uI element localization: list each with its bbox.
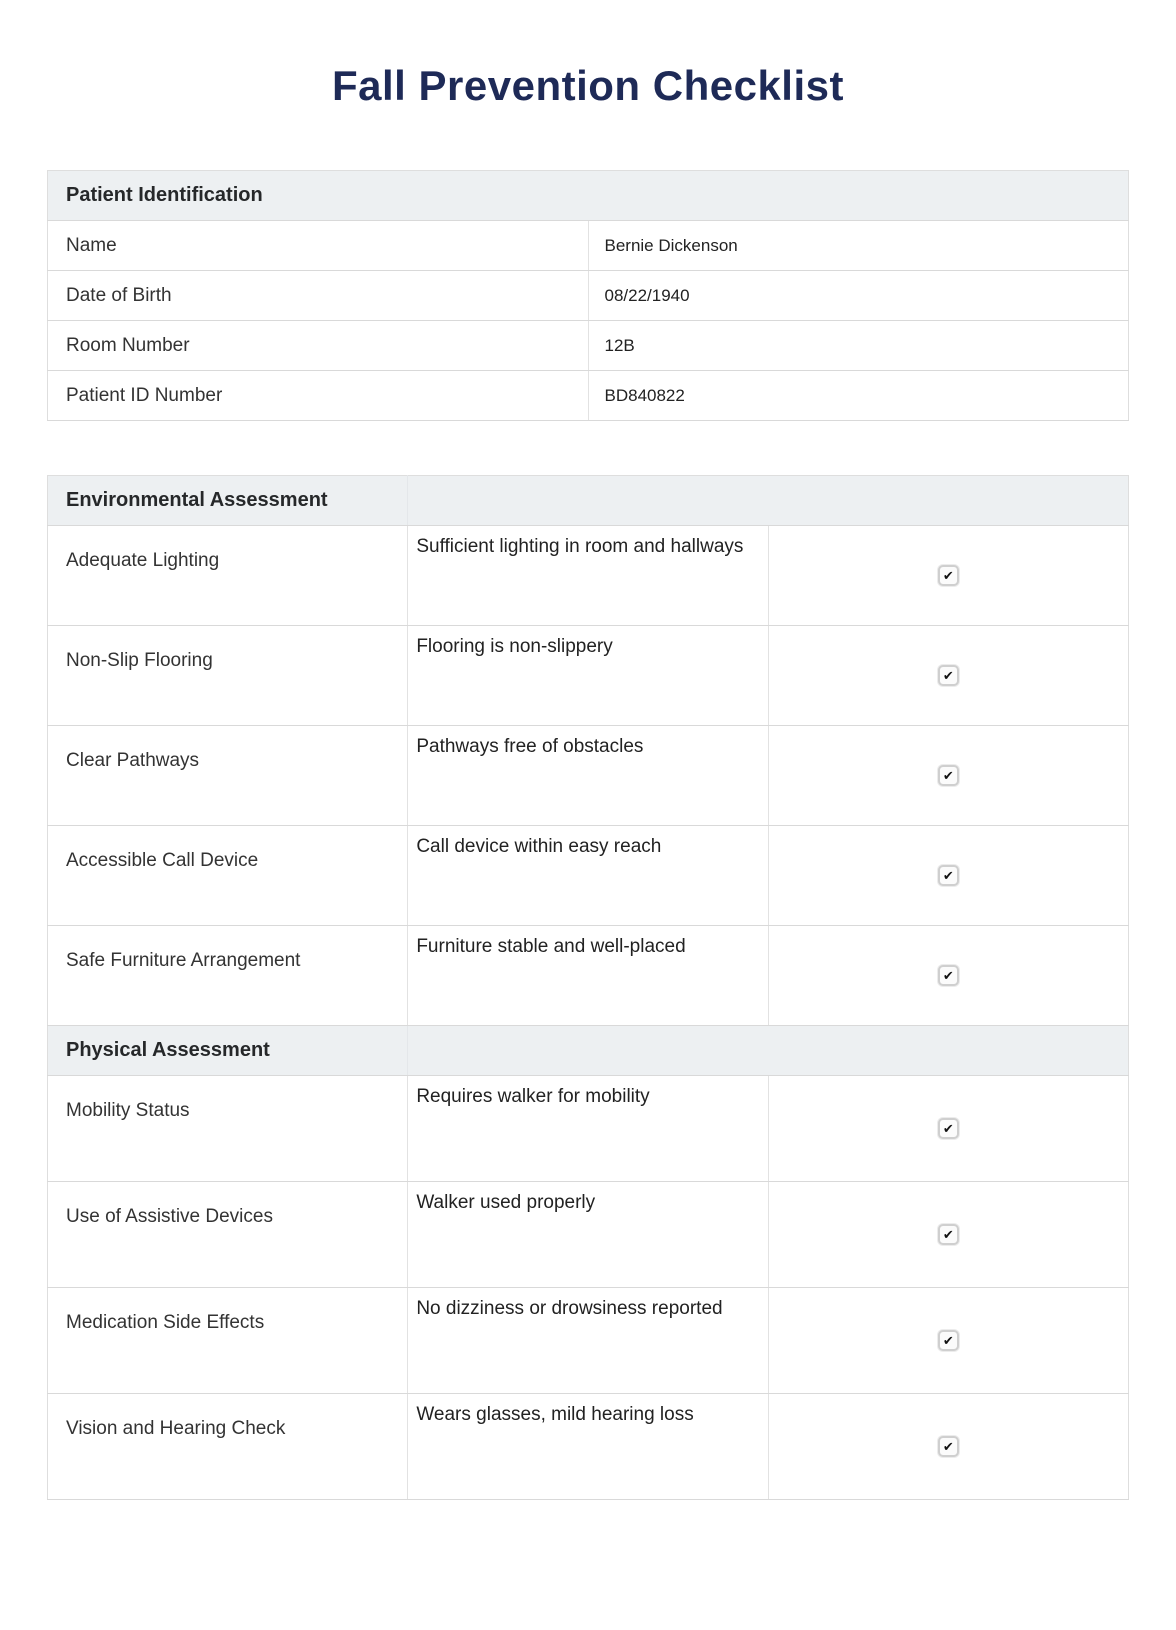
patient-field-value: 08/22/1940 [588, 271, 1129, 321]
checklist-item-label: Mobility Status [48, 1076, 408, 1182]
patient-section-title: Patient Identification [48, 171, 1129, 221]
checklist-item-status-cell [768, 526, 1128, 626]
checked-checkbox[interactable]: ✔ [938, 1330, 959, 1351]
checked-checkbox[interactable]: ✔ [938, 1224, 959, 1245]
section-header-spacer [408, 476, 1129, 526]
checked-checkbox[interactable]: ✔ [938, 965, 959, 986]
checklist-item-description: Sufficient lighting in room and hallways [408, 526, 768, 626]
checked-checkbox[interactable]: ✔ [938, 1436, 959, 1457]
checklist-item-status-cell [768, 826, 1128, 926]
checklist-item-description: Wears glasses, mild hearing loss [408, 1394, 768, 1500]
checklist-item-label: Accessible Call Device [48, 826, 408, 926]
checked-checkbox[interactable]: ✔ [938, 565, 959, 586]
checklist-item-status-cell [768, 1394, 1128, 1500]
checklist-row [48, 1288, 1129, 1394]
checklist-item-label: Clear Pathways [48, 726, 408, 826]
checklist-row [48, 926, 1129, 1026]
checklist-item-description: Call device within easy reach [408, 826, 768, 926]
checklist-item-description: No dizziness or drowsiness reported [408, 1288, 768, 1394]
patient-field-label: Name [48, 221, 589, 271]
checklist-item-description: Requires walker for mobility [408, 1076, 768, 1182]
patient-row [48, 271, 1129, 321]
checklist-item-label: Adequate Lighting [48, 526, 408, 626]
checklist-item-description: Furniture stable and well-placed [408, 926, 768, 1026]
checklist-row [48, 1182, 1129, 1288]
patient-field-label: Patient ID Number [48, 371, 589, 421]
page-title: Fall Prevention Checklist [332, 62, 844, 109]
checklist-row [48, 826, 1129, 926]
checklist-item-status-cell [768, 1182, 1128, 1288]
patient-field-value: 12B [588, 321, 1129, 371]
checklist-item-status-cell [768, 1076, 1128, 1182]
section-title: Environmental Assessment [48, 476, 408, 526]
patient-row [48, 371, 1129, 421]
assessment-checklist-table [47, 475, 1129, 1500]
checked-checkbox[interactable]: ✔ [938, 765, 959, 786]
checklist-row [48, 626, 1129, 726]
checklist-item-label: Safe Furniture Arrangement [48, 926, 408, 1026]
patient-field-label: Room Number [48, 321, 589, 371]
checklist-item-description: Walker used properly [408, 1182, 768, 1288]
checklist-item-label: Medication Side Effects [48, 1288, 408, 1394]
checklist-row [48, 1076, 1129, 1182]
checked-checkbox[interactable]: ✔ [938, 665, 959, 686]
checked-checkbox[interactable]: ✔ [938, 1118, 959, 1139]
section-header-row [48, 1026, 1129, 1076]
section-title: Physical Assessment [48, 1026, 408, 1076]
patient-field-value: BD840822 [588, 371, 1129, 421]
patient-section-header-row [48, 171, 1129, 221]
checklist-row [48, 526, 1129, 626]
checklist-item-description: Flooring is non-slippery [408, 626, 768, 726]
checklist-row [48, 726, 1129, 826]
checklist-item-description: Pathways free of obstacles [408, 726, 768, 826]
checklist-row [48, 1394, 1129, 1500]
patient-identification-table [47, 170, 1129, 421]
patient-row [48, 221, 1129, 271]
checklist-item-status-cell [768, 726, 1128, 826]
checklist-item-label: Use of Assistive Devices [48, 1182, 408, 1288]
patient-field-value: Bernie Dickenson [588, 221, 1129, 271]
checklist-item-status-cell [768, 926, 1128, 1026]
checklist-item-status-cell [768, 626, 1128, 726]
checklist-item-label: Non-Slip Flooring [48, 626, 408, 726]
checklist-item-status-cell [768, 1288, 1128, 1394]
checklist-item-label: Vision and Hearing Check [48, 1394, 408, 1500]
patient-row [48, 321, 1129, 371]
section-header-spacer [408, 1026, 1129, 1076]
patient-field-label: Date of Birth [48, 271, 589, 321]
section-header-row [48, 476, 1129, 526]
checked-checkbox[interactable]: ✔ [938, 865, 959, 886]
